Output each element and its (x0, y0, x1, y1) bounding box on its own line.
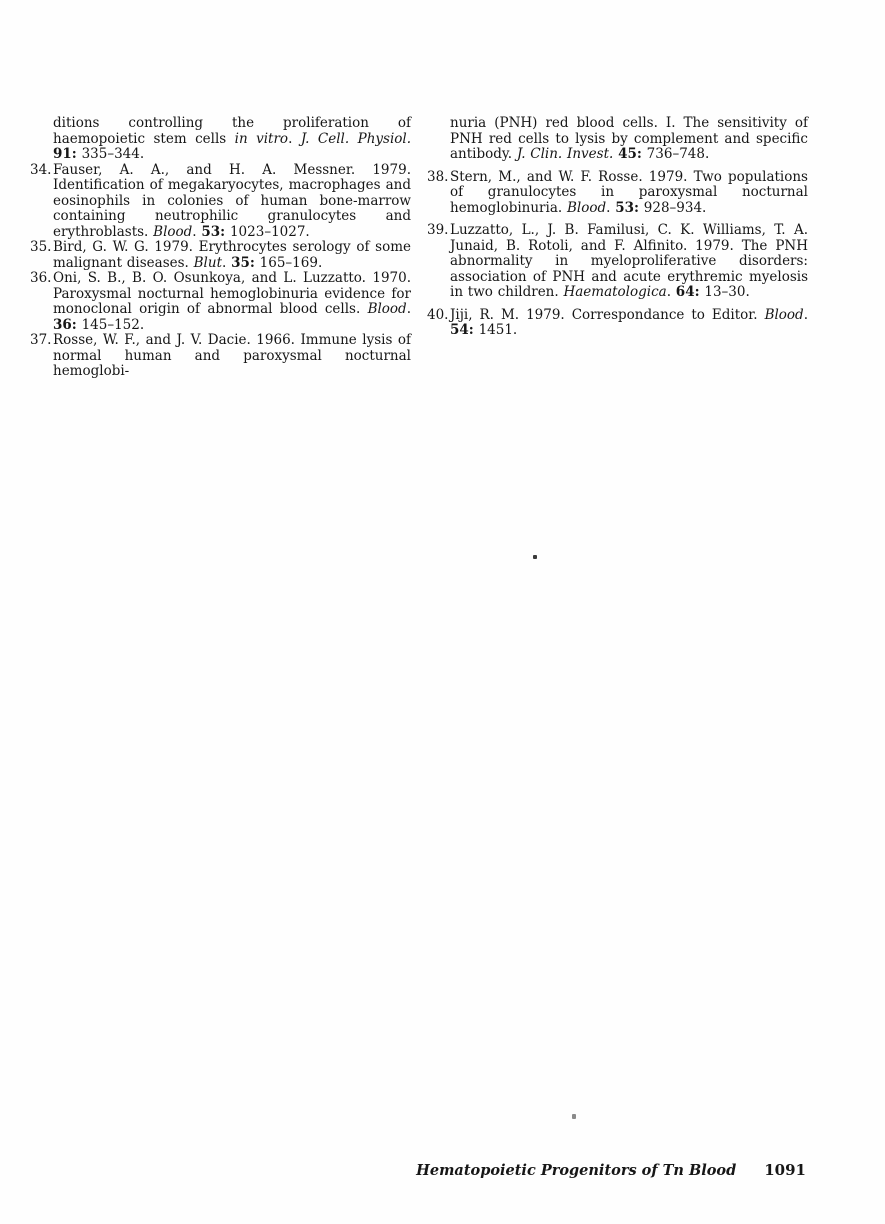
reference-number: 39. (427, 222, 449, 238)
references-column-left (30, 116, 411, 380)
running-title: Hematopoietic Progenitors of Tn Blood (416, 1162, 737, 1179)
references-section (30, 116, 808, 380)
reference-number: 36. (30, 270, 52, 286)
reference-text: Luzzatto, L., J. B. Familusi, C. K. Williams, T. A. Junaid, B. Rotoli, and F. Alfinito. 1979. The PNH abnormality in myeloproliferative disorders: association of PNH and acute erythremic myelosis in two children. Haematologica. 64: 13–30. (450, 222, 808, 300)
page-number: 1091 (764, 1161, 806, 1179)
reference-number: 40. (427, 306, 449, 323)
reference-text: Fauser, A. A., and H. A. Messner. 1979. Identification of megakaryocytes, macrophages and eosinophils in colonies of human bone-marrow containing neutrophilic granulocytes and erythroblasts. Blood. 53: 1023–1027. (53, 161, 411, 240)
reference-number: 35. (30, 239, 52, 255)
reference-entry (30, 271, 411, 333)
reference-text: nuria (PNH) red blood cells. I. The sensitivity of PNH red cells to lysis by complement and specific antibody. J. Clin. Invest. 45: 736–748. (450, 115, 808, 162)
reference-entry (30, 240, 411, 271)
reference-number: 38. (427, 168, 449, 185)
references-column-right (427, 116, 808, 380)
reference-text: Bird, G. W. G. 1979. Erythrocytes serology of some malignant diseases. Blut. 35: 165–169. (53, 239, 411, 271)
reference-number: 37. (30, 332, 52, 348)
reference-entry (427, 223, 808, 301)
reference-text: Jiji, R. M. 1979. Correspondance to Editor. Blood. 54: 1451. (450, 306, 808, 338)
reference-text: Oni, S. B., B. O. Osunkoya, and L. Luzzatto. 1970. Paroxysmal nocturnal hemoglobinuria evidence for monoclonal origin of abnormal blood cells. Blood. 36: 145–152. (53, 270, 411, 333)
reference-entry (30, 163, 411, 241)
reference-entry (427, 116, 808, 163)
reference-text: ditions controlling the proliferation of haemopoietic stem cells in vitro. J. Cell. Physiol. 91: 335–344. (53, 115, 411, 162)
reference-entry (427, 308, 808, 339)
reference-entry (30, 333, 411, 380)
page-footer (416, 1161, 806, 1179)
reference-entry (30, 116, 411, 163)
scan-speck (533, 555, 537, 559)
reference-entry (427, 170, 808, 217)
reference-text: Rosse, W. F., and J. V. Dacie. 1966. Immune lysis of normal human and paroxysmal nocturnal hemoglobi- (53, 332, 411, 379)
reference-number: 34. (30, 161, 52, 178)
scan-speck (572, 1114, 576, 1119)
reference-text: Stern, M., and W. F. Rosse. 1979. Two populations of granulocytes in paroxysmal nocturnal hemoglobinuria. Blood. 53: 928–934. (450, 168, 808, 216)
